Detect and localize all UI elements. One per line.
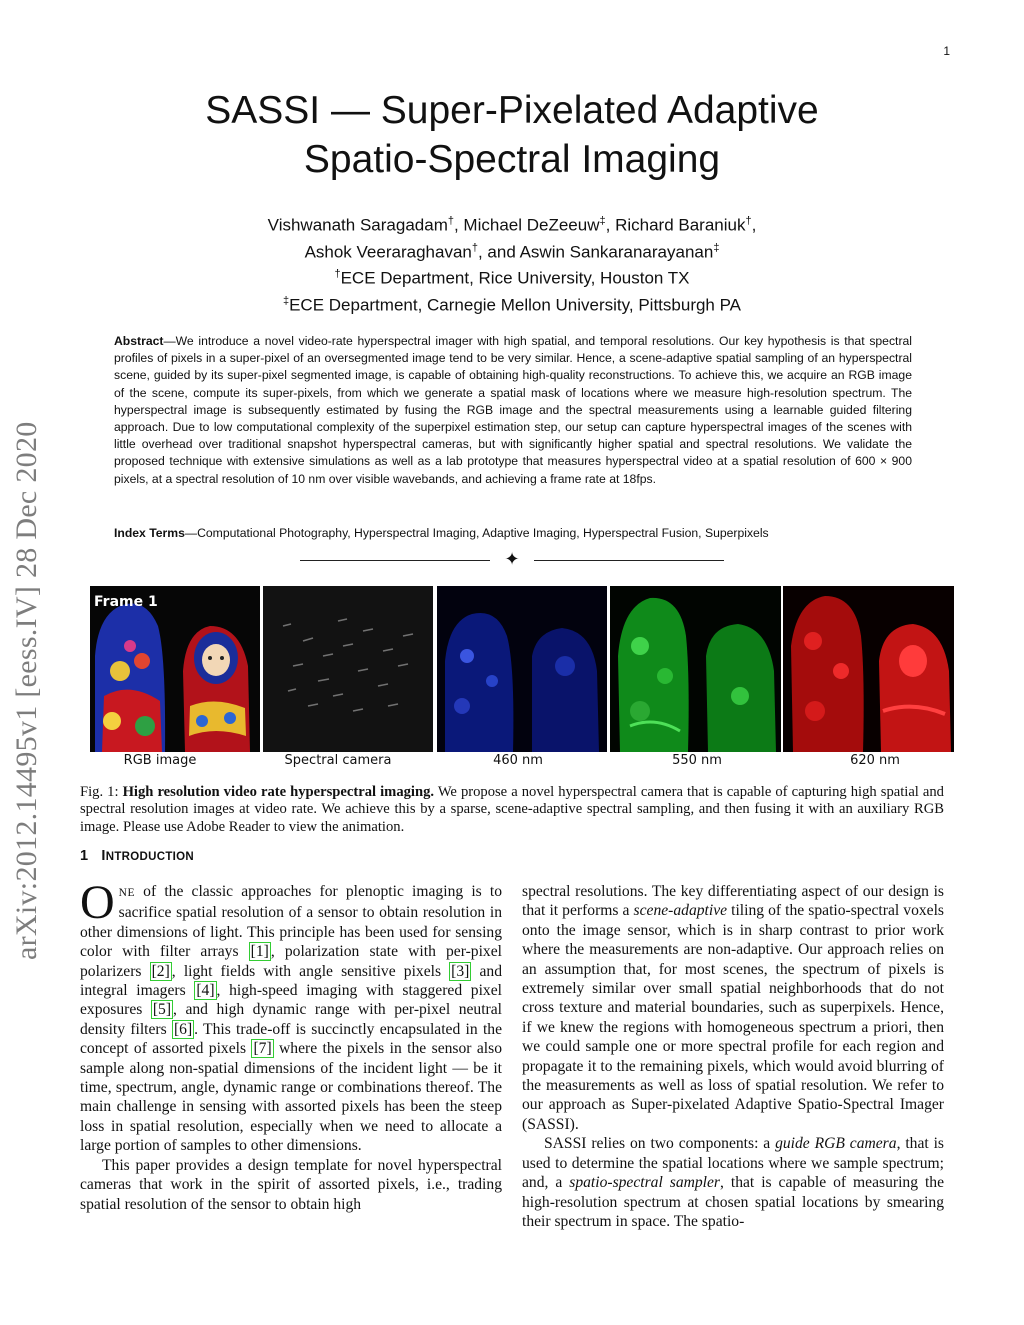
arxiv-identifier: arXiv:2012.14495v1 [eess.IV] 28 Dec 2020 (10, 421, 43, 960)
550nm-image (610, 586, 781, 752)
figure-caption (80, 784, 944, 836)
caption-prefix: Fig. 1: (80, 784, 123, 800)
panel-label-460: 460 nm (493, 753, 543, 768)
author-line-1: Vishwanath Saragadam†, Michael DeZeeuw‡, Richard Baraniuk†, (267, 215, 757, 235)
abstract (114, 333, 912, 488)
citation-link[interactable]: [6] (173, 1020, 193, 1038)
affiliation-mark: ‡ (713, 241, 720, 254)
title-line-2: Spatio-Spectral Imaging (303, 138, 721, 181)
550nm-panel (610, 586, 781, 752)
citation-link[interactable]: [5] (152, 1001, 172, 1019)
divider-line-left (300, 560, 490, 561)
panel-label-spectral: Spectral camera (284, 753, 392, 768)
citation-link[interactable]: [3] (451, 962, 470, 980)
frame-label: Frame 1 (94, 594, 158, 610)
index-terms-text: —Computational Photography, Hyperspectral Imaging, Adaptive Imaging, Hyperspectral Fusion, Superpixels (184, 526, 769, 540)
left-column (80, 876, 503, 1214)
author-name: , Richard Baraniuk (605, 215, 746, 235)
section-title-rest: NTRODUCTION (105, 851, 194, 863)
title-line-1: SASSI — Super-Pixelated Adaptive (205, 89, 819, 132)
citation-link[interactable]: [7] (253, 1040, 272, 1058)
right-column (522, 882, 944, 1231)
section-title-initial: I (101, 848, 106, 864)
author-name: , and Aswin Sankaranarayanan (477, 242, 714, 262)
affiliation-mark: † (471, 241, 478, 254)
spectral-camera-panel (263, 586, 433, 752)
author-name: Vishwanath Saragadam (267, 215, 448, 235)
author-name: , Michael DeZeeuw (453, 215, 600, 235)
460nm-panel (437, 586, 607, 752)
author-block (120, 210, 904, 317)
rgb-dolls-image (90, 586, 260, 752)
panel-label-550: 550 nm (672, 753, 722, 768)
abstract-text: —We introduce a novel video-rate hyperspectral imager with high spatial, and temporal resolutions. Our key hypothesis is that spectral profiles of pixels in a super-pixel of an oversegmented image tend to be very similar. Hence, a scene-adaptive spatial sampling of an hyperspectral scene, guided by its super-pixel segmented image, is capable of obtaining high-quality reconstructions. To achieve this, we acquire an RGB image of the scene, compute its super-pixels, from which we generate a spatial mask of locations where we measure high-resolution spectrum. The hyperspectral image is subsequently estimated by fusing the RGB image and the spectral measurements using a learnable guided filtering approach. Due to low computational complexity of the superpixel estimation step, our setup can capture hyperspectral images of the scenes with little overhead over traditional snapshot hyperspectral cameras, but with significantly higher spatial and spectral resolutions. We validate the proposed technique with extensive simulations as well as a lab prototype that measures hyperspectral video at a spatial resolution of 600 × 900 pixels, at a spectral resolution of 10 nm over visible wavebands, and achieving a frame rate at 18fps. (114, 334, 912, 486)
dropcap: O (80, 876, 115, 929)
spectral-camera-image (263, 586, 433, 752)
paper-title (120, 86, 904, 184)
affiliation-mark: † (447, 215, 454, 227)
citation-link[interactable]: [2] (151, 962, 170, 980)
620nm-image (783, 586, 954, 752)
index-terms (114, 525, 912, 542)
paragraph: spectral resolutions. The key differentiating aspect of our design is that it performs a scene-adaptive tiling of the spatio-spectral voxels onto the image sensor, which is in sharp contrast to prior work where the measurements are non-adaptive. Our approach relies on an assumption that, for most scenes, the spectrum of pixels is extremely similar over small spatial neighborhoods that do not cross texture and material boundaries, such as superpixels. Hence, if we knew the regions with homogeneous spectrum a priori, then we could sample one or more spectral profile for each region and propagate it to the remaining pixels, which would avoid blurring of the measurements as well as loss of spatial resolution. We refer to our approach as Super-pixelated Adaptive Spatio-Spectral Imager (SASSI). (522, 883, 944, 1133)
affiliation-1: †ECE Department, Rice University, Houston TX (334, 268, 690, 288)
citation-link[interactable]: [4] (196, 982, 215, 1000)
author-line-2 (120, 237, 904, 264)
section-divider (300, 551, 724, 571)
paragraph: ONE of the classic approaches for plenoptic imaging is to sacrifice spatial resolution of a sensor to obtain resolution in other dimensions of light. This principle has been used for sensing color with filter arrays [1] , polarization state with per-pixel polarizers [2] , light fields with angle sensitive pixels [3] and integral imagers [4] , high-speed imaging with staggered pixel exposures [5] , and high dynamic range with per-pixel neutral density filters [6] . This trade-off is succinctly encapsulated in the concept of assorted pixels [7] where the pixels in the sensor also sample along non-spatial dimensions of the incident light — be it time, spectrum, angle, dynamic range or combinations thereof. The main challenge in sensing with assorted pixels has been the steep loss in spatial resolution, especially when we need to allocate a large portion of samples to other dimensions. (80, 876, 503, 1155)
affiliation-mark: ‡ (599, 215, 606, 227)
620nm-panel (783, 586, 954, 752)
caption-text: We propose a novel hyperspectral camera that is capable of capturing high spatial and spectral resolution images at video rate. We achieve this by a sparse, scene-adaptive spectral sampling, and then fusing it with an auxiliary RGB image. Please use Adobe Reader to view the animation. (80, 784, 944, 835)
460nm-image (437, 586, 607, 752)
page-number: 1 (943, 44, 950, 58)
abstract-label: Abstract (114, 334, 164, 348)
citation-link[interactable]: [1] (250, 943, 269, 961)
rgb-image-panel (90, 586, 260, 752)
paragraph: SASSI relies on two components: a guide RGB camera, that is used to determine the spatial locations where we sample spectrum; and, a spatio-spectral sampler, that is capable of measuring the high-resolution spectrum at chosen spatial locations by smearing their spectrum in space. The spatio- (522, 1135, 945, 1230)
paragraph: This paper provides a design template for novel hyperspectral cameras that work in the spirit of assorted pixels, i.e., trading spatial resolution of the sensor to obtain high (80, 1156, 502, 1213)
section-heading (80, 848, 194, 864)
affiliation-mark: † (745, 215, 752, 227)
author-name: Ashok Veeraraghavan (304, 242, 472, 262)
affiliation-2: ‡ECE Department, Carnegie Mellon University, Pittsburgh PA (282, 294, 742, 315)
index-terms-label: Index Terms (114, 526, 185, 540)
panel-label-620: 620 nm (850, 753, 900, 768)
caption-bold: High resolution video rate hyperspectral imaging. (122, 784, 435, 800)
divider-line-right (534, 560, 724, 561)
panel-label-rgb: RGB image (123, 753, 197, 768)
divider-star-icon: ✦ (504, 549, 520, 569)
figure-1 (90, 586, 954, 752)
section-number: 1 (80, 848, 89, 864)
